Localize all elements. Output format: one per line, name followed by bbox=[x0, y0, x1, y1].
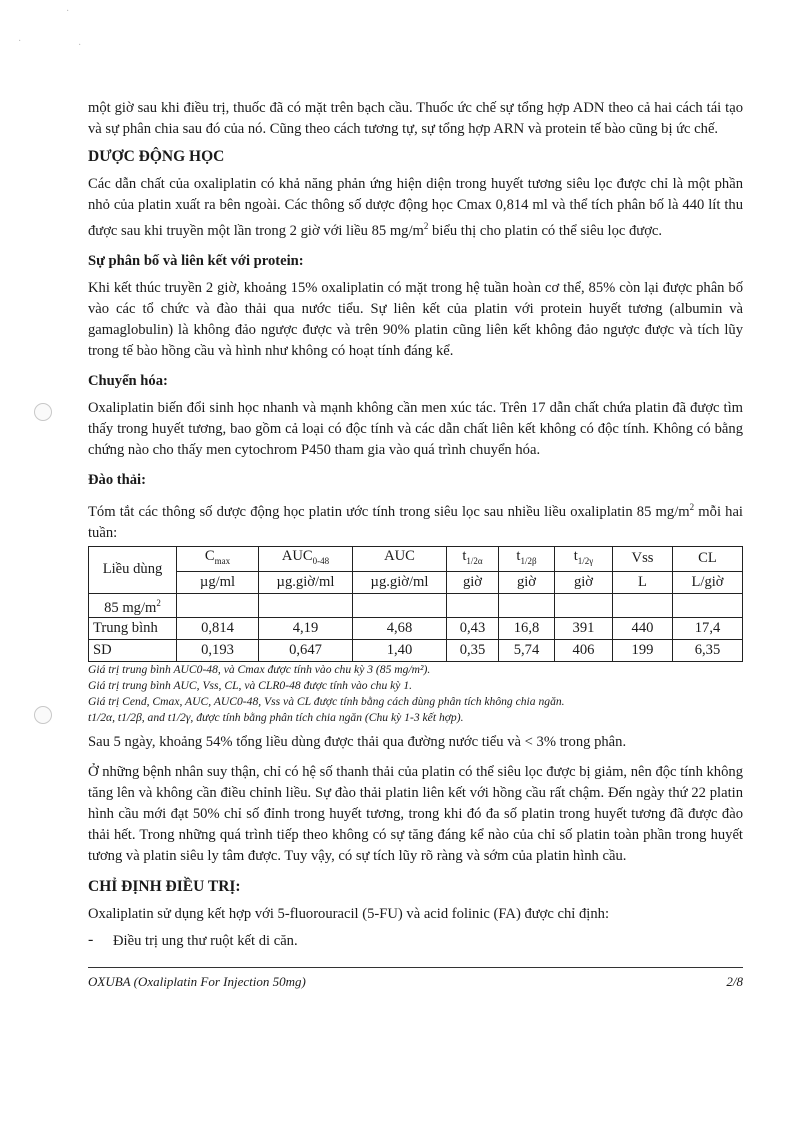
param-header: Vss bbox=[613, 546, 673, 571]
param-header: $AUC_{0-48}$ bbox=[259, 546, 353, 571]
intro-paragraph: một giờ sau khi điều trị, thuốc đã có mặt trên bạch cầu. Thuốc ức chế sự tổng hợp ADN theo cả hai cách tái tạo và sự phân chia sau đó của nó. Cũng theo cách tương tự, sự tổng hợp ARN và protein tế bào cũng bị ức chế. bbox=[88, 100, 743, 137]
table-cell: 391 bbox=[555, 618, 613, 640]
unit-cell: µg/ml bbox=[177, 571, 259, 593]
table-cell: 4,68 bbox=[353, 618, 447, 640]
table-cell: 0,35 bbox=[447, 640, 499, 662]
metabolism-heading: Chuyển hóa: bbox=[88, 372, 168, 389]
scan-speck: · bbox=[78, 40, 82, 51]
table-cell bbox=[499, 593, 555, 618]
table-cell: 4,19 bbox=[259, 618, 353, 640]
renal-impairment-paragraph: Ở những bệnh nhân suy thận, chỉ có hệ số thanh thải của platin có thể siêu lọc được bị giảm, nên độc tính không tăng lên và không cần điều chỉnh liều. Sự đào thải platin liên kết với hồng cầu rất chậm. Đến ngày thứ 22 platin hình cầu mới đạt 50% chỉ số đỉnh trong huyết tương, trong khi đó đa số platin trong huyết tương đã được đào thải hết. Trong những quá trình tiếp theo không có sự tăng đáng kể nào của chỉ số platin toàn phần trong huyết tương và platin siêu ly tâm được. Tuy vậy, có sự tích lũy rõ ràng và sớm của platin hình cầu. bbox=[88, 764, 743, 865]
footnote: Giá trị trung bình AUC, Vss, CL, và CLR0-48 được tính vào chu kỳ 1. bbox=[88, 679, 413, 693]
param-header: $C_{max}$ bbox=[177, 546, 259, 571]
bullet-text: Điều trị ung thư ruột kết di căn. bbox=[113, 933, 298, 950]
param-header: $t_{1/2\alpha}$ bbox=[447, 546, 499, 571]
table-cell: 0,814 bbox=[177, 618, 259, 640]
row-label: SD bbox=[89, 640, 177, 662]
table-cell: 16,8 bbox=[499, 618, 555, 640]
elimination-heading: Đào thải: bbox=[88, 471, 146, 488]
table-cell bbox=[259, 593, 353, 618]
scan-speck: · bbox=[66, 6, 70, 17]
table-cell: 440 bbox=[613, 618, 673, 640]
indication-heading: CHỈ ĐỊNH ĐIỀU TRỊ: bbox=[88, 878, 241, 896]
document-page bbox=[88, 98, 743, 952]
param-header: AUC bbox=[353, 546, 447, 571]
table-cell: 406 bbox=[555, 640, 613, 662]
page-number: 2/8 bbox=[726, 974, 743, 989]
dose-header: Liều dùng bbox=[89, 546, 177, 593]
indication-bullet bbox=[88, 931, 743, 952]
distribution-paragraph: Khi kết thúc truyền 2 giờ, khoảng 15% oxaliplatin có mặt trong hệ tuần hoàn cơ thể, 85% còn lại được phân bố vào các tổ chức và đào thải qua nước tiểu. Sự liên kết của platin với protein huyết tương (albumin và gamaglobulin) là không đảo ngược được và trên 90% platin cũng liên kết không đảo ngược được và tích lũy trong tế bào hồng cầu và hình như không có hoạt tính đáng kể. bbox=[88, 279, 743, 359]
punch-hole bbox=[34, 403, 52, 421]
table-cell bbox=[447, 593, 499, 618]
table-cell: 17,4 bbox=[673, 618, 743, 640]
unit-cell: L/giờ bbox=[673, 571, 743, 593]
table-cell: 5,74 bbox=[499, 640, 555, 662]
pharmacokinetic-table bbox=[88, 546, 743, 663]
table-cell: 0,43 bbox=[447, 618, 499, 640]
page-footer bbox=[88, 967, 743, 990]
bullet-mark: - bbox=[88, 931, 94, 949]
table-row bbox=[89, 640, 743, 662]
unit-cell: µg.giờ/ml bbox=[353, 571, 447, 593]
table-cell bbox=[177, 593, 259, 618]
scan-speck: · bbox=[18, 36, 22, 47]
pharmacokinetics-paragraph: Các dẫn chất của oxaliplatin có khả năng phản ứng hiện diện trong huyết tương siêu lọc được chỉ là một phần nhỏ của platin xuất ra bên ngoài. Các thông số dược động học Cmax 0,814 ml và thể tích phân bố là 440 lít thu được sau khi truyền một lần trong 2 giờ với liều 85 $mg/m^2$ biểu thị cho platin có thể siêu lọc được. bbox=[88, 176, 743, 239]
footnote: Giá trị trung bình AUC0-48, và Cmax được tính vào chu kỳ 3 (85 mg/m²). bbox=[88, 663, 431, 677]
indication-paragraph: Oxaliplatin sử dụng kết hợp với 5-fluorouracil (5-FU) và acid folinic (FA) được chỉ định: bbox=[88, 906, 609, 923]
table-cell bbox=[673, 593, 743, 618]
param-header: CL bbox=[673, 546, 743, 571]
table-cell: 0,193 bbox=[177, 640, 259, 662]
table-cell: 0,647 bbox=[259, 640, 353, 662]
table-cell bbox=[613, 593, 673, 618]
unit-cell: giờ bbox=[555, 571, 613, 593]
footnote: t1/2α, t1/2β, and t1/2γ, được tính bằng phân tích chia ngăn (Chu kỳ 1-3 kết hợp). bbox=[88, 711, 464, 725]
table-cell: 1,40 bbox=[353, 640, 447, 662]
table-intro: Tóm tắt các thông số dược động học platin ước tính trong siêu lọc sau nhiều liều oxaliplatin 85 $mg/m^2$ mỗi hai tuần: bbox=[88, 501, 743, 541]
table-cell: 6,35 bbox=[673, 640, 743, 662]
table-row bbox=[89, 618, 743, 640]
pharmacokinetics-heading: DƯỢC ĐỘNG HỌC bbox=[88, 148, 225, 165]
unit-cell: giờ bbox=[499, 571, 555, 593]
param-header: $t_{1/2\beta}$ bbox=[499, 546, 555, 571]
footer-product-name: OXUBA (Oxaliplatin For Injection 50mg) bbox=[88, 974, 306, 989]
row-label: Trung bình bbox=[89, 618, 177, 640]
dose-value: 85 $mg/m^2$ bbox=[89, 593, 177, 618]
table-cell bbox=[353, 593, 447, 618]
unit-cell: µg.giờ/ml bbox=[259, 571, 353, 593]
param-header: $t_{1/2\gamma}$ bbox=[555, 546, 613, 571]
punch-hole bbox=[34, 706, 52, 724]
distribution-heading: Sự phân bố và liên kết với protein: bbox=[88, 252, 304, 269]
unit-cell: L bbox=[613, 571, 673, 593]
footnote: Giá trị Cend, Cmax, AUC, AUC0-48, Vss và CL được tính bằng cách dùng phân tích không chia ngăn. bbox=[88, 695, 565, 709]
excretion-paragraph: Sau 5 ngày, khoảng 54% tổng liều dùng được thải qua đường nước tiểu và < 3% trong phân. bbox=[88, 734, 627, 751]
table-footnotes bbox=[88, 662, 743, 726]
table-cell: 199 bbox=[613, 640, 673, 662]
metabolism-paragraph: Oxaliplatin biến đổi sinh học nhanh và mạnh không cần men xúc tác. Trên 17 dẫn chất chứa platin đã được tìm thấy trong huyết tương, bao gồm cả loại có độc tính và các dẫn chất liên kết không có độc tính. Không có bằng chứng nào cho thấy men cytochrom P450 tham gia vào quá trình chuyển hóa. bbox=[88, 399, 743, 458]
unit-cell: giờ bbox=[447, 571, 499, 593]
table-cell bbox=[555, 593, 613, 618]
